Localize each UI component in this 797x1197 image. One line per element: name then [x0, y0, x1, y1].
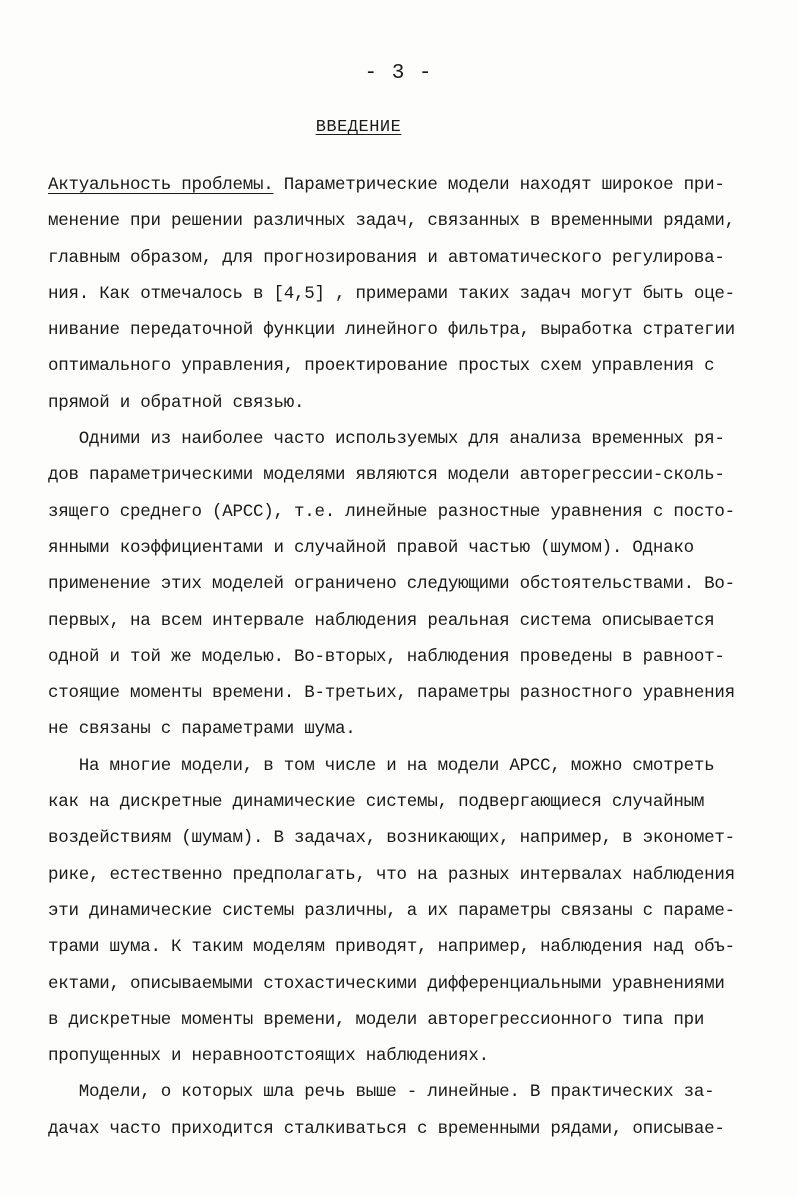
- text-line: не связаны с параметрами шума.: [48, 719, 356, 740]
- text-line: [48, 170, 764, 206]
- text-line: На многие модели, в том числе и на модели АРСС, можно смотреть: [48, 755, 715, 776]
- text-line: зящего среднего (АРСС), т.е. линейные разностные уравнения с посто-: [48, 501, 735, 522]
- text-line: Модели, о которых шла речь выше - линейные. В практических за-: [48, 1082, 715, 1103]
- text-line: трами шума. К таким моделям приводят, например, наблюдения над объ-: [48, 937, 735, 958]
- section-heading: ВВЕДЕНИЕ: [315, 118, 402, 137]
- text-line: дов параметрическими моделями являются модели авторегрессии-сколь-: [48, 465, 725, 486]
- body-text: [48, 170, 764, 1150]
- text-line: менение при решении различных задач, связанных в временными рядами,: [48, 211, 735, 232]
- text-line: Одними из наиболее часто используемых для анализа временных ря-: [48, 429, 725, 450]
- text-line: в дискретные моменты времени, модели авторегрессионного типа при: [48, 1009, 705, 1030]
- text-fragment: Параметрические модели находят широкое при-: [273, 175, 725, 195]
- text-line: янными коэффициентами и случайной правой частью (шумом). Однако: [48, 537, 694, 558]
- text-line: стоящие моменты времени. В-третьих, параметры разностного уравнения: [48, 683, 735, 704]
- text-line: главным образом, для прогнозирования и автоматического регулирова-: [48, 247, 725, 268]
- text-line: первых, на всем интервале наблюдения реальная система описывается: [48, 610, 715, 631]
- page-number: - 3 -: [364, 62, 433, 85]
- text-line: рике, естественно предполагать, что на разных интервалах наблюдения: [48, 864, 735, 885]
- text-line: оптимального управления, проектирование простых схем управления с: [48, 356, 715, 377]
- text-line: ектами, описываемыми стохастическими дифференциальными уравнениями: [48, 973, 725, 994]
- text-line: воздействиям (шумам). В задачах, возникающих, например, в экономет-: [48, 828, 735, 849]
- text-line: дачах часто приходится сталкиваться с временными рядами, описывае-: [48, 1118, 725, 1139]
- text-line: применение этих моделей ограничено следующими обстоятельствами. Во-: [48, 574, 735, 595]
- text-line: ния. Как отмечалось в [4,5] , примерами таких задач могут быть оце-: [48, 283, 735, 304]
- text-line: эти динамические системы различны, а их параметры связаны с параме-: [48, 900, 735, 921]
- text-line: одной и той же моделью. Во-вторых, наблюдения проведены в равноот-: [48, 646, 725, 667]
- text-line: прямой и обратной связью.: [48, 392, 305, 413]
- text-line: нивание передаточной функции линейного фильтра, выработка стратегии: [48, 320, 735, 341]
- paragraph-lead: Актуальность проблемы.: [48, 175, 274, 195]
- text-line: пропущенных и неравноотстоящих наблюдениях.: [48, 1046, 489, 1067]
- text-line: как на дискретные динамические системы, подвергающиеся случайным: [48, 792, 705, 813]
